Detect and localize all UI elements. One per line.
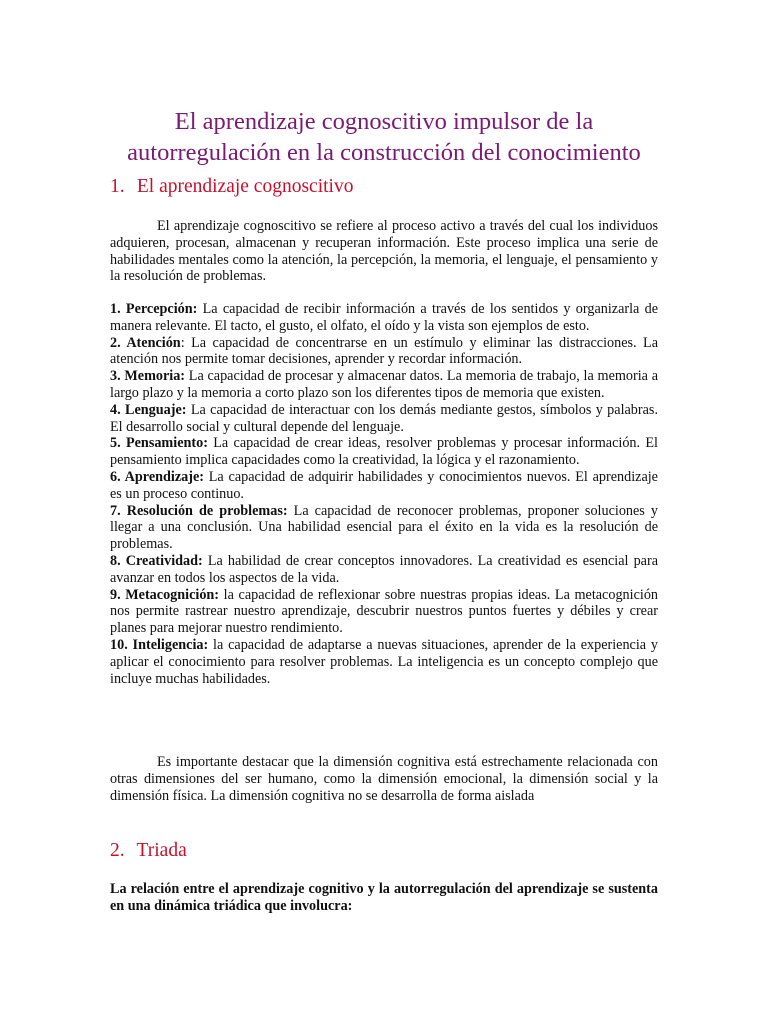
list-item-text: La capacidad de adquirir habilidades y conocimientos nuevos. El aprendizaje es un proceso continuo. bbox=[110, 468, 658, 502]
cognitive-skills-list bbox=[110, 301, 658, 687]
section-1-closing: Es importante destacar que la dimensión cognitiva está estrechamente relacionada con otras dimensiones del ser humano, como la dimensión emocional, la dimensión social y la dimensión física. La dimensión cognitiva no se desarrolla de forma aislada bbox=[110, 754, 658, 804]
section-1-intro: El aprendizaje cognoscitivo se refiere al proceso activo a través del cual los individuos adquieren, procesan, almacenan y recuperan información. Este proceso implica una serie de habilidades mentales como la atención, la percepción, la memoria, el lenguaje, el pensamiento y la resolución de problemas. bbox=[110, 218, 658, 285]
section-2-intro bbox=[110, 881, 658, 915]
list-item-term: 8. Creatividad: bbox=[110, 552, 203, 569]
list-item bbox=[110, 469, 658, 503]
list-item-term: 5. Pensamiento: bbox=[110, 435, 208, 452]
list-item bbox=[110, 553, 658, 587]
list-item-term: 1. Percepción: bbox=[110, 301, 198, 317]
list-item-text: la capacidad de reflexionar sobre nuestras propias ideas. La metacognición nos permite rastrear nuestro aprendizaje, descubrir nuestros puntos fuertes y débiles y crear planes para mejorar nuestro rendimiento. bbox=[110, 586, 659, 637]
list-item-text: la capacidad de adaptarse a nuevas situaciones, aprender de la experiencia y aplicar el conocimiento para resolver problemas. La inteligencia es un concepto complejo que incluye muchas habilidades. bbox=[110, 636, 659, 687]
list-item bbox=[110, 301, 658, 335]
list-item bbox=[110, 587, 658, 637]
list-item bbox=[110, 335, 658, 369]
list-item-term: 7. Resolución de problemas: bbox=[110, 502, 288, 519]
list-item-term: 3. Memoria: bbox=[110, 368, 186, 385]
section-2-intro-text: La relación entre el aprendizaje cognitivo y la autorregulación del aprendizaje se sustenta en una dinámica triádica que involucra: bbox=[110, 881, 658, 914]
list-item bbox=[110, 637, 658, 687]
document-title: El aprendizaje cognoscitivo impulsor de la autorregulación en la construcción del conocimiento bbox=[127, 108, 641, 166]
section-heading-2 bbox=[110, 840, 187, 862]
list-item bbox=[110, 503, 658, 553]
list-item bbox=[110, 368, 658, 402]
list-item-text: La capacidad de interactuar con los demás mediante gestos, símbolos y palabras. El desarrollo social y cultural depende del lenguaje. bbox=[110, 401, 658, 435]
list-item-text: : La capacidad de concentrarse en un estímulo y eliminar las distracciones. La atención nos permite tomar decisiones, aprender y recordar información. bbox=[110, 334, 658, 368]
list-item bbox=[110, 402, 658, 436]
section-heading-text: El aprendizaje cognoscitivo bbox=[136, 176, 354, 197]
list-item-term: 6. Aprendizaje: bbox=[110, 468, 204, 485]
section-heading-text: Triada bbox=[136, 840, 187, 861]
list-item-text: La capacidad de reconocer problemas, proponer soluciones y llegar a una conclusión. Una habilidad esencial para el éxito en la vida es la resolución de problemas. bbox=[110, 502, 658, 553]
section-heading-1 bbox=[110, 176, 353, 198]
list-item-text: La habilidad de crear conceptos innovadores. La creatividad es esencial para avanzar en todos los aspectos de la vida. bbox=[110, 552, 658, 586]
list-item-term: 2. Atención bbox=[110, 334, 181, 351]
list-item-text: La capacidad de procesar y almacenar datos. La memoria de trabajo, la memoria a largo plazo y la memoria a corto plazo son los diferentes tipos de memoria que existen. bbox=[110, 368, 658, 401]
list-item-text: La capacidad de crear ideas, resolver problemas y procesar información. El pensamiento implica capacidades como la creatividad, la lógica y el razonamiento. bbox=[110, 435, 658, 469]
section-number: 2. bbox=[110, 840, 125, 861]
list-item bbox=[110, 435, 658, 469]
list-item-term: 9. Metacognición: bbox=[110, 586, 220, 603]
list-item-term: 10. Inteligencia: bbox=[110, 636, 209, 653]
list-item-term: 4. Lenguaje: bbox=[110, 401, 187, 418]
list-item-text: La capacidad de recibir información a través de los sentidos y organizarla de manera relevante. El tacto, el gusto, el olfato, el oído y la vista son ejemplos de esto. bbox=[110, 301, 659, 334]
section-number: 1. bbox=[110, 176, 125, 197]
